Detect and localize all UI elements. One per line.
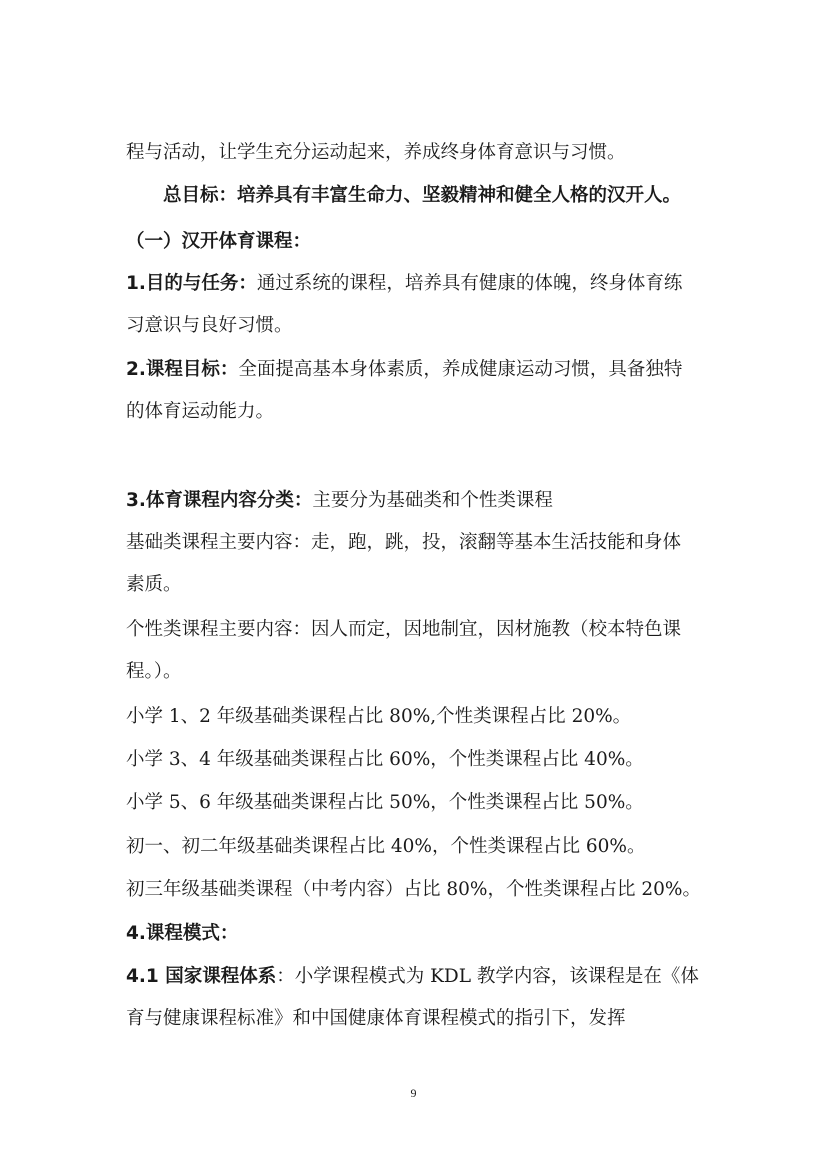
item-2 — [126, 357, 682, 383]
item-3-label: 3.体育课程内容分类： — [126, 490, 313, 511]
item-1-text: 通过系统的课程，培养具有健康的体魄，终身体育练 — [256, 273, 683, 294]
section-heading: （一）汉开体育课程： — [126, 231, 312, 252]
item-1 — [126, 271, 682, 297]
item-4-1-text: ：小学课程模式为 KDL 教学内容，该课程是在《体 — [276, 966, 699, 987]
item-4-1-continuation: 育与健康课程标准》和中国健康体育课程模式的指引下，发挥 — [126, 1008, 626, 1029]
ratio-junior-3: 初三年级基础类课程（中考内容）占比 80%，个性类课程占比 20%。 — [126, 879, 702, 900]
item-4-heading: 4.课程模式： — [126, 923, 239, 944]
basic-courses-line-2: 素质。 — [126, 574, 182, 595]
personal-courses-line-2: 程。）。 — [126, 661, 182, 682]
item-4-1-label: 4.1 国家课程体系 — [126, 966, 277, 987]
ratio-junior-1-2: 初一、初二年级基础类课程占比 40%，个性类课程占比 60%。 — [126, 836, 646, 857]
item-1-label: 1.目的与任务： — [126, 273, 257, 294]
overall-goal: 总目标：培养具有丰富生命力、坚毅精神和健全人格的汉开人。 — [163, 185, 682, 206]
item-2-continuation: 的体育运动能力。 — [126, 401, 275, 422]
paragraph-continuation: 程与活动，让学生充分运动起来，养成终身体育意识与习惯。 — [126, 142, 626, 163]
item-4-1 — [126, 964, 699, 990]
basic-courses-line-1: 基础类课程主要内容：走，跑，跳，投，滚翻等基本生活技能和身体 — [126, 532, 682, 553]
item-2-text: 全面提高基本身体素质，养成健康运动习惯，具备独特 — [238, 359, 683, 380]
personal-courses-line-1: 个性类课程主要内容：因人而定，因地制宜，因材施教（校本特色课 — [126, 619, 682, 640]
ratio-grade-1-2: 小学 1、2 年级基础类课程占比 80%,个性类课程占比 20%。 — [126, 706, 632, 727]
page-number: 9 — [410, 1086, 417, 1100]
item-2-label: 2.课程目标： — [126, 359, 239, 380]
item-1-continuation: 习意识与良好习惯。 — [126, 315, 293, 336]
ratio-grade-3-4: 小学 3、4 年级基础类课程占比 60%，个性类课程占比 40%。 — [126, 749, 644, 770]
item-3 — [126, 488, 553, 514]
ratio-grade-5-6: 小学 5、6 年级基础类课程占比 50%，个性类课程占比 50%。 — [126, 792, 644, 813]
item-3-text: 主要分为基础类和个性类课程 — [312, 490, 553, 511]
